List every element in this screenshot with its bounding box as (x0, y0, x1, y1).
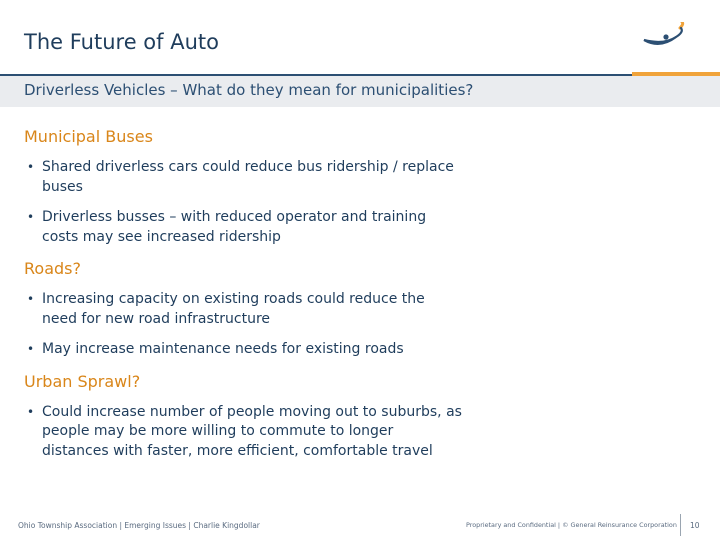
bullet-item: • Could increase number of people moving out to suburbs, as people may be more willing to commute to longer distances with faster, more efficient, comfortable travel (42, 403, 462, 462)
bullet-item: • Driverless busses – with reduced operator and training costs may see increased ridership (42, 208, 462, 247)
slide-title: The Future of Auto (24, 30, 219, 54)
footer-presenter-info: Ohio Township Association | Emerging Issues | Charlie Kingdollar (18, 521, 260, 530)
section-roads (0, 258, 700, 360)
section-heading: Municipal Buses (24, 127, 153, 146)
gen-re-logo-icon (640, 22, 692, 54)
footer-divider (680, 514, 681, 536)
bullet-list (0, 158, 700, 247)
section-urban-sprawl (0, 371, 700, 462)
footer-copyright: Proprietary and Confidential | © General Reinsurance Corporation (466, 521, 677, 529)
bullet-item: • May increase maintenance needs for existing roads (42, 340, 462, 360)
section-heading: Urban Sprawl? (24, 371, 141, 391)
subtitle-text: Driverless Vehicles – What do they mean for municipalities? (24, 81, 474, 99)
page-number: 10 (690, 521, 700, 530)
content-body (0, 126, 700, 472)
section-municipal-buses (0, 126, 700, 247)
bullet-item: • Increasing capacity on existing roads could reduce the need for new road infrastructure (42, 290, 462, 329)
section-heading: Roads? (24, 259, 81, 278)
bullet-item: • Shared driverless cars could reduce bus ridership / replace buses (42, 158, 462, 197)
bullet-list (0, 290, 700, 360)
bullet-list (0, 403, 700, 462)
